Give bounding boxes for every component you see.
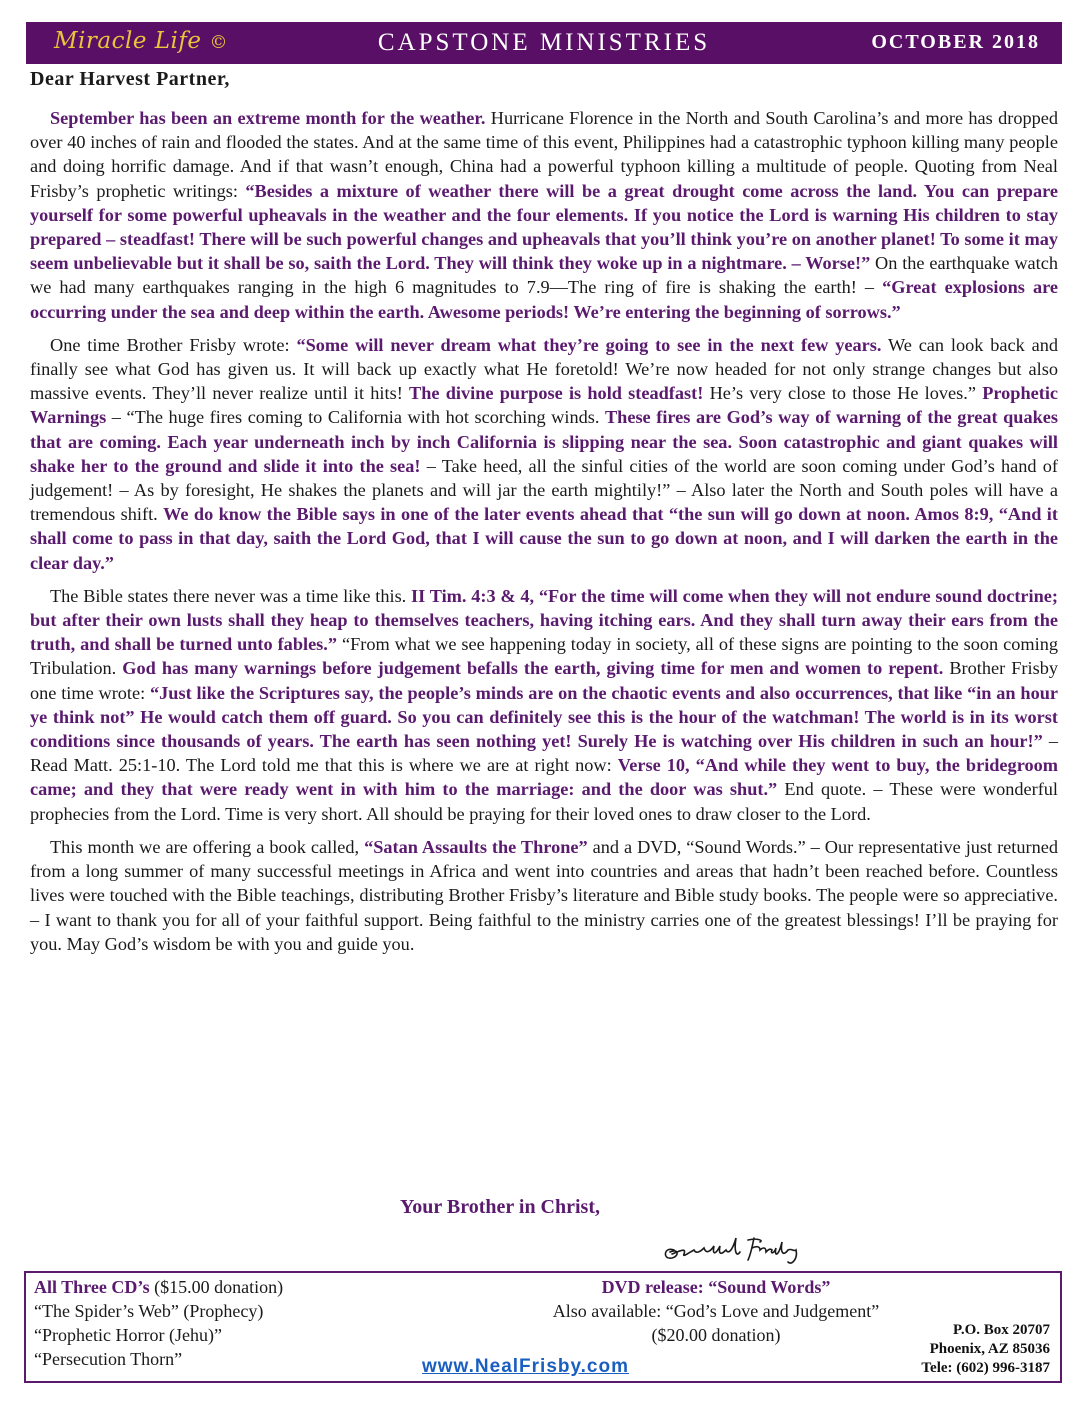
body-text: We can look back and finally see what God has given us. It will back up exactly what He foretold! We’re now headed for not only strange changes but also massive events. They’ll never realize until it hits!	[30, 334, 1058, 404]
dvd-also-available: Also available: “God’s Love and Judgement”	[552, 1301, 880, 1321]
emphasized-text: “Great explosions are occurring under the sea and deep within the earth. Awesome periods! We’re entering the beginning of sorrows.”	[30, 277, 1058, 322]
letter-paragraph	[30, 584, 1058, 826]
body-text: On the earthquake watch we had many earthquakes ranging in the high 6 magnitudes to 7.9—The ring of fire is shaking the earth! –	[30, 253, 1059, 298]
body-text: Hurricane Florence in the North and South Carolina’s and more has dropped over 40 inches of rain and flooded the states. And at the same time of this event, Philippines had a catastrophic typhoon killing many people and doing horrific damage. And if that wasn’t enough, China had a powerful typhoon killing a multitude of people. Quoting from Neal Frisby’s prophetic writings:	[30, 108, 1058, 201]
body-text: One time Brother Frisby wrote:	[50, 334, 297, 355]
letter-paragraph	[30, 333, 1058, 575]
letter-paragraph	[30, 835, 1058, 956]
emphasized-text: Prophetic Warnings	[30, 383, 1059, 428]
cd-item: “Prophetic Horror (Jehu)”	[34, 1325, 222, 1345]
closing: Your Brother in Christ,	[399, 1196, 601, 1218]
dvd-offer-heading: DVD release: “Sound Words”	[601, 1277, 831, 1297]
copyright-mark: ©	[209, 32, 229, 53]
phone-number: Tele: (602) 996-3187	[921, 1360, 1050, 1376]
body-text: – “The huge fires coming to California with hot scorching winds.	[106, 407, 605, 428]
emphasized-text: These fires are God’s way of warning of the great quakes that are coming. Each year underneath inch by inch California is slipping near the sea. Soon catastrophic and giant quakes will shake her to the ground and slide it into the sea!	[30, 407, 1058, 476]
city-state-zip: Phoenix, AZ 85036	[929, 1341, 1050, 1357]
cd-offer-price: ($15.00 donation)	[149, 1277, 284, 1297]
organization-name: CAPSTONE MINISTRIES	[377, 29, 711, 56]
cd-item: “Persecution Thorn”	[34, 1349, 183, 1369]
issue-date: OCTOBER 2018	[871, 31, 1040, 53]
body-text: and a DVD, “Sound Words.” – Our representative just returned from a long summer of many successful meetings in Africa and went into countries and areas that hadn’t been reached before. Countless lives were touched with the Bible teachings, distributing Brother Frisby’s literature and Bible study books. The people were so appreciative. – I want to thank you for all of your faithful support. Being faithful to the ministry carries one of the greatest blessings! I’ll be praying for you. May God’s wisdom be with you and guide you.	[30, 836, 1058, 954]
body-text: Brother Frisby one time wrote:	[30, 658, 1058, 703]
body-text: End quote. – These were wonderful prophecies from the Lord. Time is very short. All should be praying for their loved ones to draw closer to the Lord.	[30, 779, 1059, 824]
emphasized-text: “Some will never dream what they’re going to see in the next few years.	[296, 334, 882, 355]
website-link[interactable]: www.NealFrisby.com	[422, 1356, 629, 1377]
dvd-offer	[506, 1275, 926, 1347]
offer-box	[24, 1271, 1062, 1383]
cd-offer	[34, 1275, 283, 1371]
emphasized-text: II Tim. 4:3 & 4, “For the time will come when they will not endure sound doctrine; but after their own lusts shall they heap to themselves teachers, having itching ears. And they shall turn away their ears from the truth, and shall be turned unto fables.”	[30, 585, 1058, 655]
masthead	[26, 22, 1062, 64]
body-text: – Read Matt. 25:1-10. The Lord told me that this is where we are at right now:	[30, 731, 1058, 776]
po-box: P.O. Box 20707	[953, 1322, 1050, 1338]
salutation: Dear Harvest Partner,	[30, 68, 230, 90]
brand-name: Miracle Life	[54, 28, 202, 54]
emphasized-text: “Just like the Scriptures say, the people’s minds are on the chaotic events and also occurrences, that like “in an hour ye think not” He would catch them off guard. So you can definitely see this is the hour of the watchman! The world is in its worst conditions since thousands of years. The earth has seen nothing yet! Surely He is watching over His children in such an hour!”	[30, 682, 1058, 752]
emphasized-text: “Besides a mixture of weather there will be a great drought come across the land. You can prepare yourself for some powerful upheavals in the weather and the four elements. If you notice the Lord is warning His children to stay prepared – steadfast! There will be such powerful changes and upheavals that you’ll think you’re on another planet! To some it may seem unbelievable but it shall be so, saith the Lord. They will think they woke up in a nightmare. – Worse!”	[30, 180, 1058, 274]
body-text: “From what we see happening today in society, all of these signs are pointing to the soon coming Tribulation.	[30, 634, 1058, 679]
dvd-price: ($20.00 donation)	[651, 1325, 781, 1345]
cd-item: “The Spider’s Web” (Prophecy)	[34, 1301, 264, 1321]
body-text: – Take heed, all the sinful cities of the world are soon coming under God’s hand of judgement! – As by foresight, He shakes the planets and will jar the earth mightily!” – Also later the North and South poles will have a tremendous shift.	[30, 455, 1058, 525]
emphasized-text: God has many warnings before judgement befalls the earth, giving time for men and women to repent.	[122, 658, 944, 679]
emphasized-text: The divine purpose is hold steadfast!	[409, 383, 704, 404]
emphasized-text: We do know the Bible says in one of the later events ahead that “the sun will go down at noon. Amos 8:9, “And it shall come to pass in that day, saith the Lord God, that I will cause the sun to go down at noon, and I will darken the earth in the clear day.”	[30, 504, 1058, 573]
emphasized-text: “Satan Assaults the Throne”	[364, 836, 588, 857]
body-text: This month we are offering a book called,	[50, 836, 365, 857]
emphasized-text: September has been an extreme month for the weather.	[50, 108, 486, 128]
letter-paragraph	[30, 106, 1058, 324]
cd-offer-heading	[34, 1275, 283, 1299]
cd-offer-label: All Three CD’s	[34, 1277, 150, 1297]
emphasized-text: Verse 10, “And while they went to buy, the bridegroom came; and they that were ready went in with him to the marriage: and the door was shut.”	[30, 755, 1058, 800]
letter-body	[30, 106, 1058, 965]
body-text: He’s very close to those He loves.”	[703, 383, 983, 404]
body-text: The Bible states there never was a time like this.	[50, 585, 412, 606]
signature	[656, 1228, 856, 1268]
mailing-address	[921, 1321, 1050, 1378]
